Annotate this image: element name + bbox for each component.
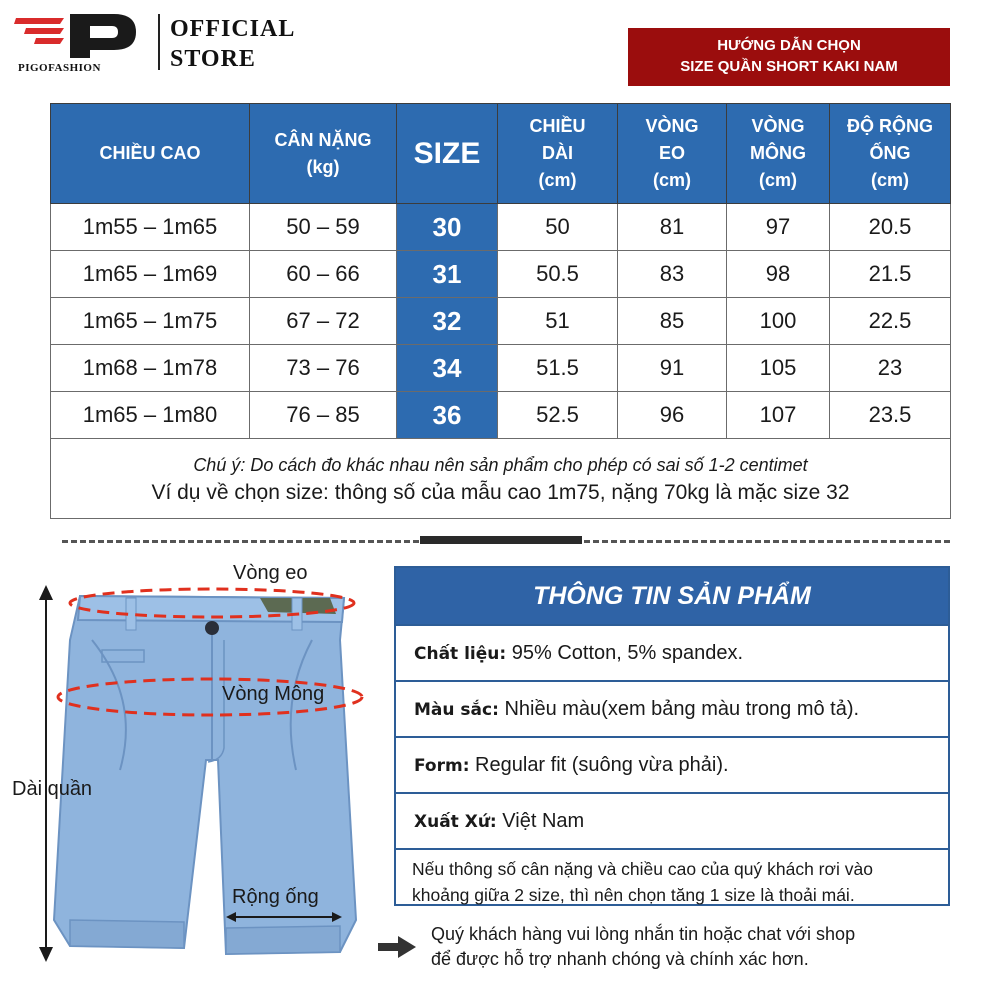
info-row-material [396, 624, 948, 680]
cell-waist: 96 [618, 392, 727, 439]
advice-line-2: khoảng giữa 2 size, thì nên chọn tăng 1 size là thoải mái. [412, 885, 855, 905]
length-label: Dài quần [12, 778, 93, 800]
cell-height: 1m68 – 1m78 [51, 345, 250, 392]
cell-weight: 76 – 85 [250, 392, 397, 439]
arrow-right-icon [378, 936, 416, 958]
table-row [51, 392, 951, 439]
example-note: Ví dụ về chọn size: thông số của mẫu cao 1m75, nặng 70kg là mặc size 32 [151, 480, 850, 504]
guide-line-1: HƯỚNG DẪN CHỌN [717, 37, 861, 54]
table-note [51, 439, 951, 519]
color-value: Nhiều màu(xem bảng màu trong mô tả). [498, 698, 860, 720]
cell-size: 31 [397, 251, 498, 298]
logo-mark-icon [14, 12, 154, 62]
cell-waist: 91 [618, 345, 727, 392]
hip-label: Vòng Mông [222, 683, 325, 705]
tolerance-note: Chú ý: Do cách đo khác nhau nên sản phẩm cho phép có sai số 1-2 centimet [193, 454, 808, 475]
cell-length: 51 [498, 298, 618, 345]
cell-height: 1m55 – 1m65 [51, 204, 250, 251]
product-info-title: THÔNG TIN SẢN PHẨM [396, 568, 948, 624]
origin-label: Xuất Xứ: [414, 812, 497, 832]
header-waist: VÒNG EO (cm) [618, 104, 727, 204]
guide-line-2: SIZE QUẦN SHORT KAKI NAM [680, 58, 898, 75]
size-chart-table [50, 103, 951, 519]
shorts-illustration [0, 555, 380, 975]
info-row-color [396, 680, 948, 736]
product-info-panel [394, 566, 950, 906]
cell-hip: 97 [727, 204, 830, 251]
store-line-2: STORE [170, 46, 256, 72]
cell-weight: 60 – 66 [250, 251, 397, 298]
origin-value: Việt Nam [496, 810, 585, 832]
table-row [51, 345, 951, 392]
cell-size: 30 [397, 204, 498, 251]
form-value: Regular fit (suông vừa phải). [469, 754, 729, 776]
table-row [51, 204, 951, 251]
table-header-row [51, 104, 951, 204]
contact-line-2: để được hỗ trợ nhanh chóng và chính xác hơn. [431, 949, 809, 969]
info-row-origin [396, 792, 948, 848]
cell-size: 32 [397, 298, 498, 345]
contact-message [431, 922, 855, 972]
leg-width-label: Rộng ống [232, 886, 319, 908]
header-divider [158, 14, 160, 70]
store-line-1: OFFICIAL [170, 16, 296, 42]
cell-leg-width: 20.5 [830, 204, 951, 251]
advice-line-1: Nếu thông số cân nặng và chiều cao của quý khách rơi vào [412, 859, 873, 879]
cell-size: 34 [397, 345, 498, 392]
logo-text: PIGOFASHION [18, 62, 101, 74]
cell-hip: 107 [727, 392, 830, 439]
header-size: SIZE [397, 104, 498, 204]
cell-waist: 81 [618, 204, 727, 251]
table-row [51, 251, 951, 298]
table-row [51, 298, 951, 345]
header-height: CHIỀU CAO [51, 104, 250, 204]
info-row-form [396, 736, 948, 792]
color-label: Màu sắc: [414, 700, 499, 720]
cell-leg-width: 21.5 [830, 251, 951, 298]
cell-waist: 83 [618, 251, 727, 298]
cell-leg-width: 23 [830, 345, 951, 392]
cell-waist: 85 [618, 298, 727, 345]
waist-label: Vòng eo [233, 562, 308, 584]
cell-length: 50.5 [498, 251, 618, 298]
cell-height: 1m65 – 1m69 [51, 251, 250, 298]
cell-size: 36 [397, 392, 498, 439]
cell-leg-width: 23.5 [830, 392, 951, 439]
material-value: 95% Cotton, 5% spandex. [506, 642, 744, 664]
cell-weight: 67 – 72 [250, 298, 397, 345]
cell-length: 51.5 [498, 345, 618, 392]
cell-hip: 105 [727, 345, 830, 392]
official-store-title [170, 14, 295, 74]
contact-line-1: Quý khách hàng vui lòng nhắn tin hoặc chat với shop [431, 924, 856, 944]
table-note-row [51, 439, 951, 519]
size-advice-note [396, 848, 948, 908]
cell-hip: 100 [727, 298, 830, 345]
header-length: CHIỀU DÀI (cm) [498, 104, 618, 204]
material-label: Chất liệu: [414, 644, 507, 664]
cell-length: 50 [498, 204, 618, 251]
header-weight: CÂN NẶNG (kg) [250, 104, 397, 204]
cell-leg-width: 22.5 [830, 298, 951, 345]
cell-hip: 98 [727, 251, 830, 298]
size-guide-banner [628, 28, 950, 86]
header-hip: VÒNG MÔNG (cm) [727, 104, 830, 204]
cell-weight: 50 – 59 [250, 204, 397, 251]
brand-logo [14, 12, 154, 74]
cell-height: 1m65 – 1m75 [51, 298, 250, 345]
cell-length: 52.5 [498, 392, 618, 439]
separator-bar [420, 536, 582, 544]
form-label: Form: [414, 756, 470, 776]
header-leg-width: ĐỘ RỘNG ỐNG (cm) [830, 104, 951, 204]
cell-height: 1m65 – 1m80 [51, 392, 250, 439]
cell-weight: 73 – 76 [250, 345, 397, 392]
